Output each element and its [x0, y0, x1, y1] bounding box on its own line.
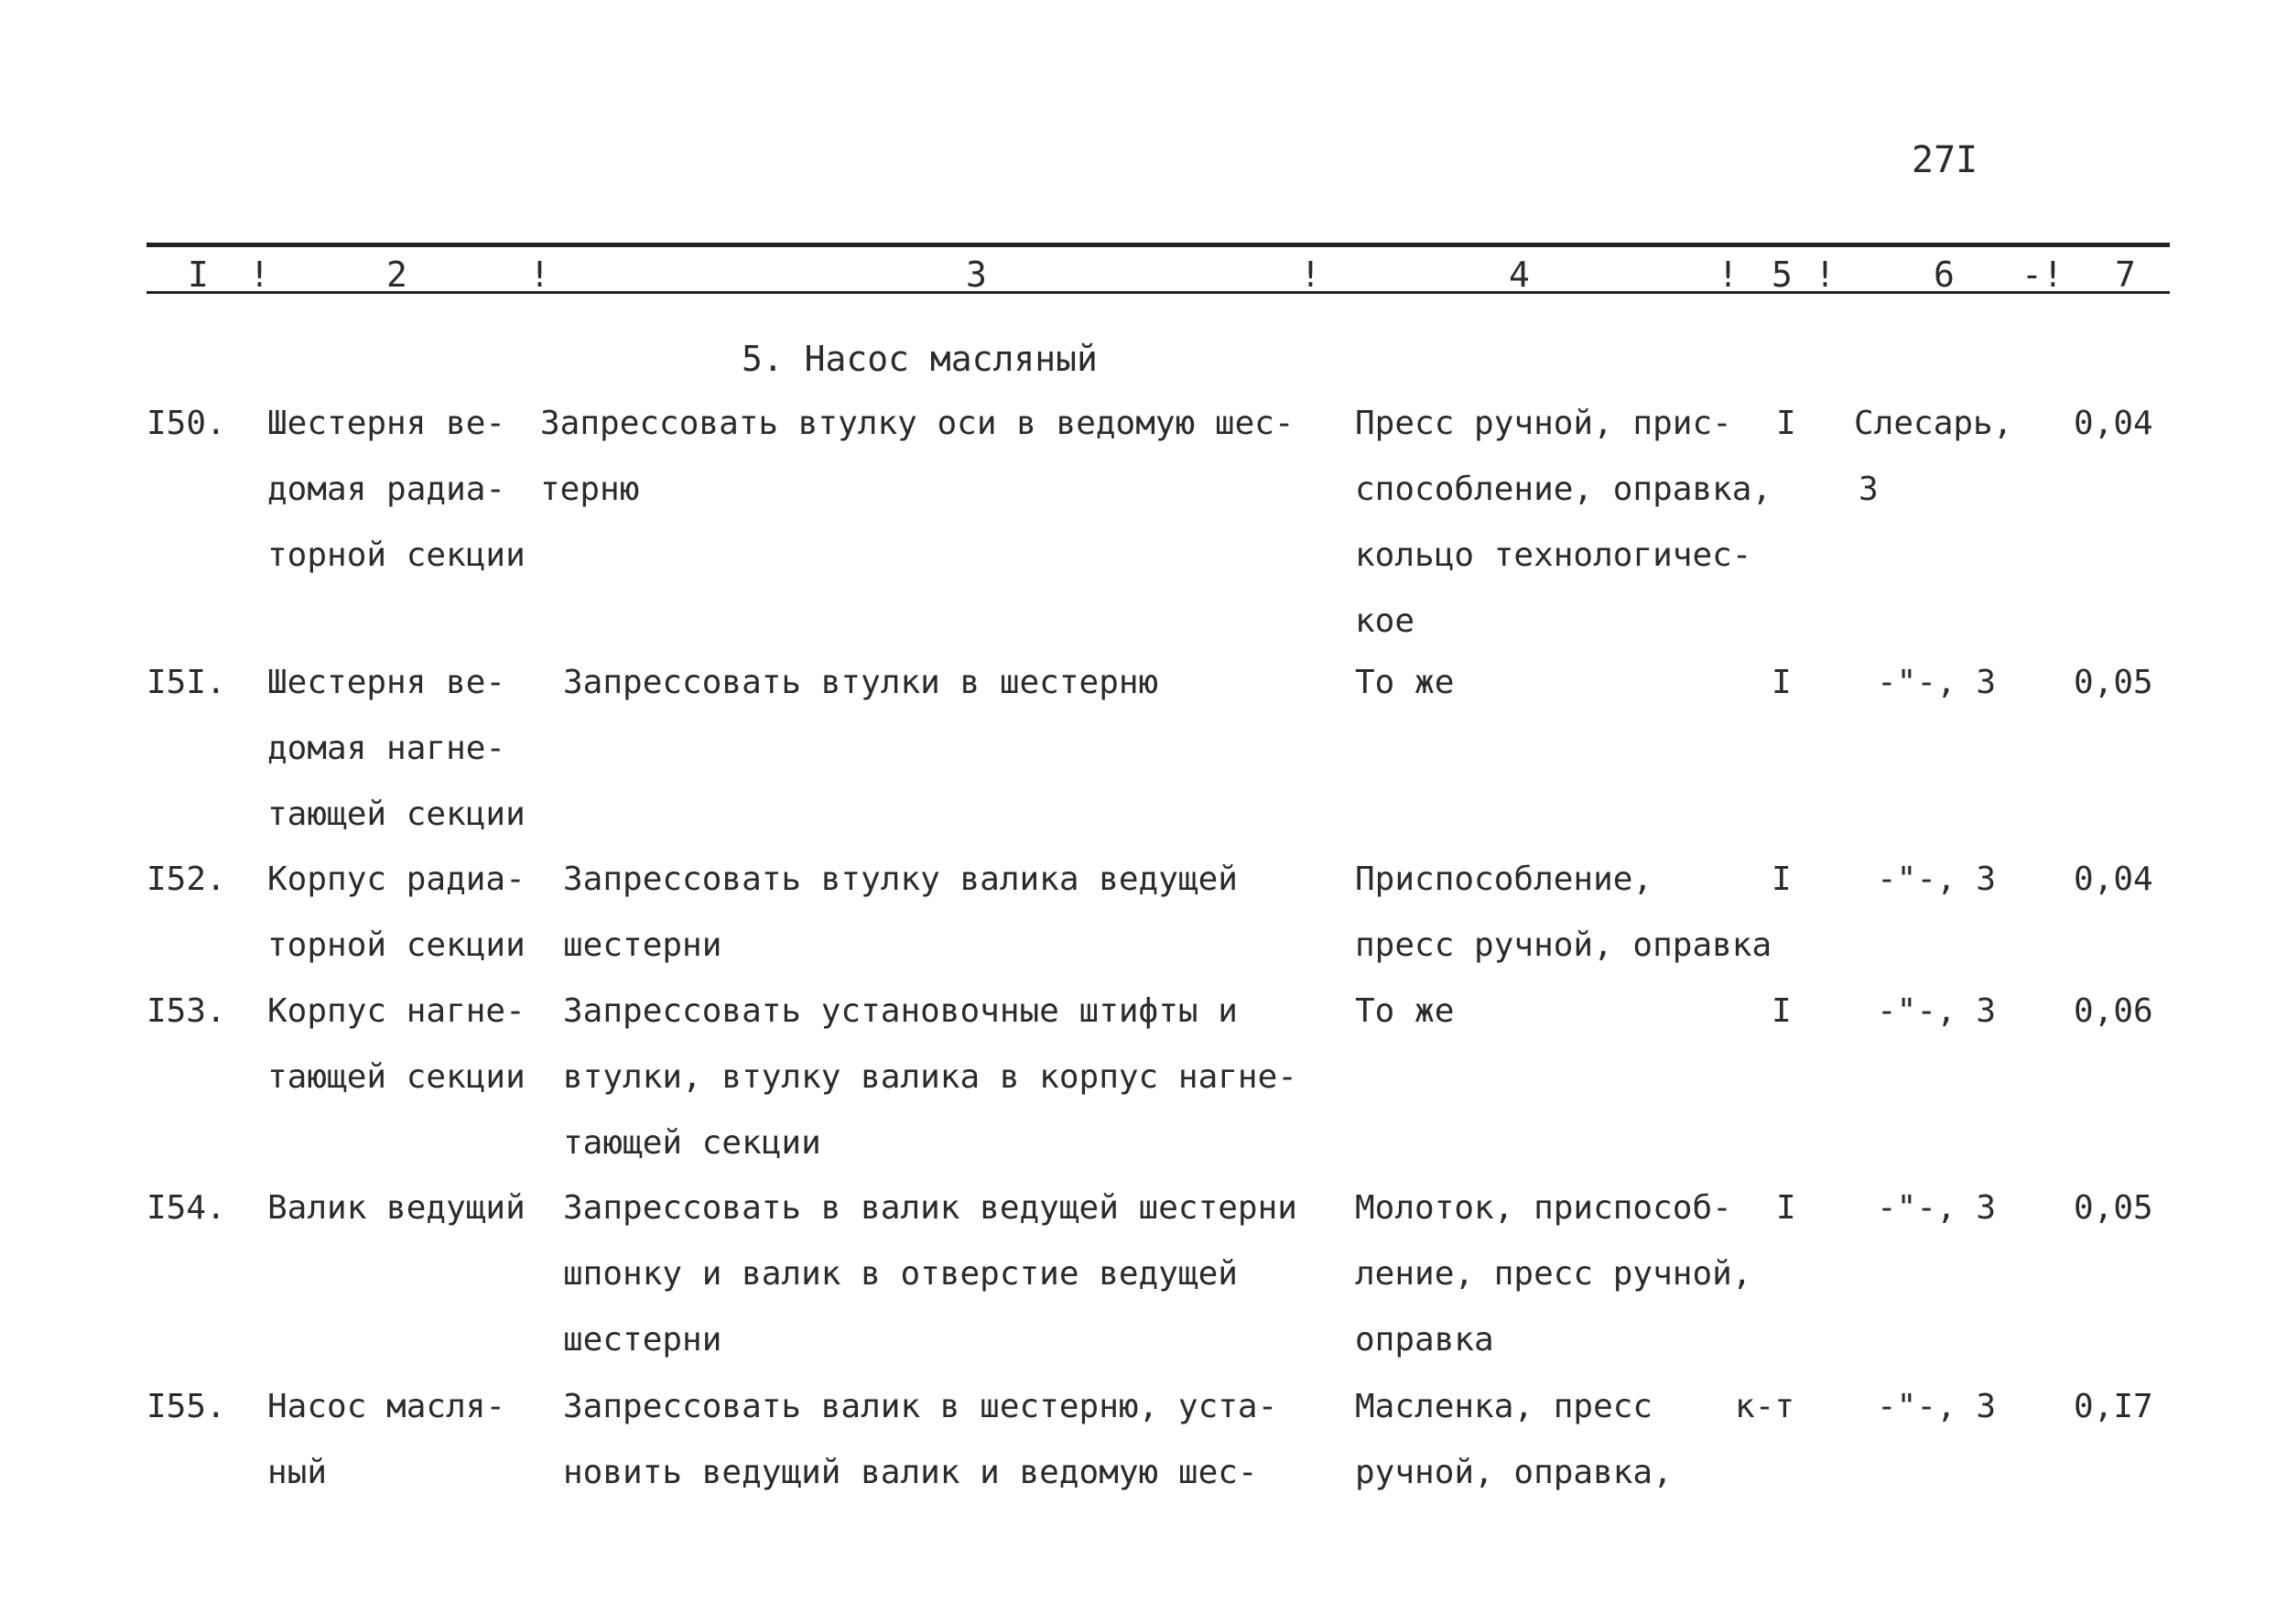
tools-line: оправка: [1355, 1321, 1494, 1359]
col6-line: -"-, 3: [1877, 1388, 1997, 1425]
tools-line: То же: [1355, 992, 1455, 1030]
tools-line: Молоток, приспособ-: [1355, 1189, 1732, 1227]
col7-value: 0,06: [2074, 992, 2153, 1030]
row-number: I55.: [146, 1388, 226, 1425]
col5-value: I: [1776, 1189, 1796, 1227]
row-number: I53.: [146, 992, 226, 1030]
part-name-line: тающей секции: [267, 1058, 526, 1096]
page-number: 27I: [1912, 139, 1978, 181]
operation-line: Запрессовать втулки в шестерню: [563, 664, 1159, 701]
part-name-line: Корпус радиа-: [267, 861, 526, 898]
col5-value: I: [1772, 861, 1792, 898]
header-col-3: 3: [966, 254, 987, 295]
col7-value: 0,04: [2074, 405, 2153, 442]
operation-line: Запрессовать в валик ведущей шестерни: [563, 1189, 1297, 1227]
header-sep: -!: [2021, 254, 2064, 295]
header-sep: !: [529, 254, 550, 295]
table-header-bottom-rule: [146, 291, 2170, 294]
header-sep: !: [1718, 254, 1739, 295]
part-name-line: Валик ведущий: [267, 1189, 526, 1227]
col5-value: к-т: [1735, 1388, 1795, 1425]
col7-value: 0,05: [2074, 664, 2153, 701]
col6-line: Слесарь,: [1854, 405, 2013, 442]
tools-line: То же: [1355, 664, 1455, 701]
part-name-line: ный: [267, 1454, 328, 1491]
operation-line: шестерни: [563, 926, 722, 964]
part-name-line: Корпус нагне-: [267, 992, 526, 1030]
operation-line: Запрессовать втулку оси в ведомую шес-: [540, 405, 1295, 442]
col7-value: 0,I7: [2074, 1388, 2153, 1425]
operation-line: терню: [540, 471, 640, 508]
tools-line: способление, оправка,: [1355, 471, 1772, 508]
part-name-line: Шестерня ве-: [267, 664, 506, 701]
header-sep: !: [249, 254, 270, 295]
table-top-rule: [146, 243, 2170, 247]
tools-line: Пресс ручной, прис-: [1355, 405, 1732, 442]
operation-line: тающей секции: [563, 1124, 821, 1162]
tools-line: пресс ручной, оправка: [1355, 926, 1772, 964]
col5-value: I: [1772, 992, 1792, 1030]
col5-value: I: [1776, 405, 1796, 442]
tools-line: ручной, оправка,: [1355, 1454, 1673, 1491]
operation-line: Запрессовать установочные штифты и: [563, 992, 1238, 1030]
operation-line: Запрессовать валик в шестерню, уста-: [563, 1388, 1278, 1425]
part-name-line: домая нагне-: [267, 730, 506, 767]
row-number: I52.: [146, 861, 226, 898]
header-col-1: I: [188, 254, 209, 295]
tools-line: Приспособление,: [1355, 861, 1653, 898]
col5-value: I: [1772, 664, 1792, 701]
tools-line: Масленка, пресс: [1355, 1388, 1653, 1425]
header-col-4: 4: [1509, 254, 1530, 295]
col6-line: -"-, 3: [1877, 664, 1997, 701]
part-name-line: тающей секции: [267, 796, 526, 833]
row-number: I50.: [146, 405, 226, 442]
col6-line: -"-, 3: [1877, 1189, 1997, 1227]
col6-line: 3: [1859, 471, 1879, 508]
operation-line: новить ведущий валик и ведомую шес-: [563, 1454, 1258, 1491]
header-col-6: 6: [1934, 254, 1955, 295]
col7-value: 0,05: [2074, 1189, 2153, 1227]
part-name-line: торной секции: [267, 926, 526, 964]
part-name-line: Шестерня ве-: [267, 405, 506, 442]
row-number: I5I.: [146, 664, 226, 701]
operation-line: Запрессовать втулку валика ведущей: [563, 861, 1238, 898]
col6-line: -"-, 3: [1877, 992, 1997, 1030]
part-name-line: торной секции: [267, 536, 526, 574]
operation-line: шестерни: [563, 1321, 722, 1359]
tools-line: ление, пресс ручной,: [1355, 1255, 1752, 1293]
header-col-7: 7: [2115, 254, 2136, 295]
row-number: I54.: [146, 1189, 226, 1227]
operation-line: шпонку и валик в отверстие ведущей: [563, 1255, 1238, 1293]
tools-line: кольцо технологичес-: [1355, 536, 1752, 574]
col6-line: -"-, 3: [1877, 861, 1997, 898]
part-name-line: Насос масля-: [267, 1388, 506, 1425]
header-sep: !: [1300, 254, 1321, 295]
header-sep: !: [1815, 254, 1836, 295]
operation-line: втулки, втулку валика в корпус нагне-: [563, 1058, 1297, 1096]
header-col-5: 5: [1772, 254, 1793, 295]
section-title: 5. Насос масляный: [742, 339, 1098, 379]
col7-value: 0,04: [2074, 861, 2153, 898]
header-col-2: 2: [386, 254, 407, 295]
part-name-line: домая радиа-: [267, 471, 506, 508]
tools-line: кое: [1355, 602, 1415, 640]
